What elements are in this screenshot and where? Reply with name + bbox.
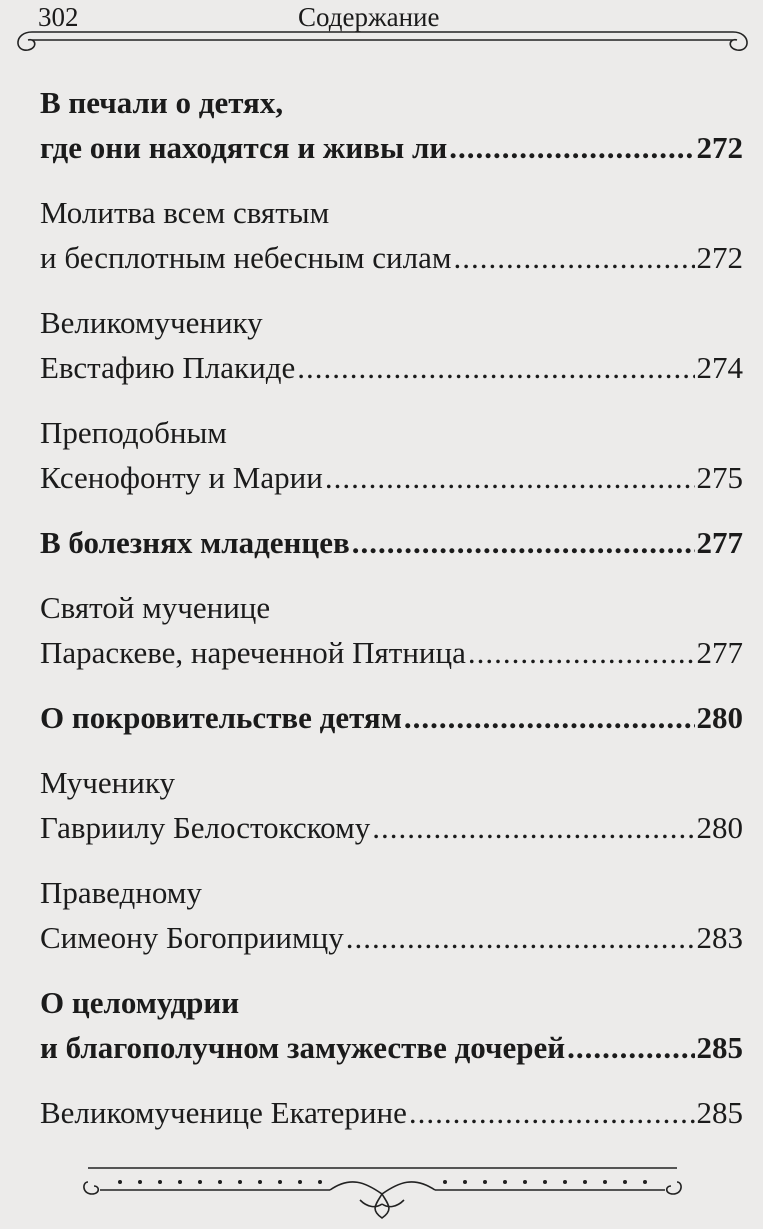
- toc-entry-line: [40, 695, 743, 740]
- toc-entry-title: В болезнях младенцев: [40, 525, 350, 560]
- entry-gap: [40, 1070, 743, 1090]
- toc-entry-title: В печали о детях,: [40, 85, 284, 120]
- dot-leader: [372, 805, 694, 850]
- page-number: 302: [38, 2, 79, 32]
- toc-entry-line: [40, 805, 743, 850]
- toc-page-number: 274: [696, 350, 743, 385]
- dot-leader: [352, 520, 695, 565]
- dot-leader: [567, 1025, 694, 1070]
- toc-entry-line: [40, 300, 743, 345]
- toc-entry-line: [40, 915, 743, 960]
- toc-entry-title: Преподобным: [40, 415, 227, 450]
- toc-entry-title: Гавриилу Белостокскому: [40, 810, 371, 845]
- toc-entry: [40, 870, 743, 960]
- toc-entry: [40, 1090, 743, 1135]
- toc-entry: [40, 585, 743, 675]
- toc-entry-title: Евстафию Плакиде: [40, 350, 296, 385]
- toc-entry-line: [40, 1025, 743, 1070]
- entry-gap: [40, 565, 743, 585]
- toc-entry-line: [40, 760, 743, 805]
- toc-entry-line: [40, 520, 743, 565]
- toc-entry-line: [40, 455, 743, 500]
- toc-entry-line: [40, 345, 743, 390]
- toc-section-heading: [40, 80, 743, 170]
- toc-section-heading: [40, 695, 743, 740]
- toc-entry-title: О покровительстве детям: [40, 700, 402, 735]
- toc-entry-line: [40, 410, 743, 455]
- entry-gap: [40, 500, 743, 520]
- toc-entry-title: и бесплотным небесным силам: [40, 240, 452, 275]
- toc-entry: [40, 760, 743, 850]
- toc-entry-title: Праведному: [40, 875, 202, 910]
- toc-entry-line: [40, 870, 743, 915]
- toc-page-number: 277: [696, 635, 743, 670]
- toc-entry: [40, 410, 743, 500]
- toc-section-heading: [40, 980, 743, 1070]
- dot-leader: [468, 630, 695, 675]
- toc-page-number: 285: [696, 1095, 743, 1130]
- toc-page-number: 272: [696, 130, 743, 165]
- dot-leader: [325, 455, 695, 500]
- dot-leader: [297, 345, 694, 390]
- toc-entry-title: и благополучном замужестве дочерей: [40, 1030, 566, 1065]
- toc-entry-title: Молитва всем святым: [40, 195, 330, 230]
- toc-entry-line: [40, 630, 743, 675]
- toc-entry-title: Ксенофонту и Марии: [40, 460, 323, 495]
- toc-page-number: 277: [696, 525, 743, 560]
- toc-page-number: 283: [696, 920, 743, 955]
- toc-section-heading: [40, 520, 743, 565]
- entry-gap: [40, 850, 743, 870]
- scroll-rule-ornament: [10, 24, 755, 54]
- toc-entry: [40, 190, 743, 280]
- toc-entry-title: Мученику: [40, 765, 175, 800]
- toc-entry-line: [40, 190, 743, 235]
- toc-entry-line: [40, 585, 743, 630]
- toc-entry-title: Святой мученице: [40, 590, 271, 625]
- toc-entry-line: [40, 980, 743, 1025]
- toc-entry-title: где они находятся и живы ли: [40, 130, 448, 165]
- toc-entry-title: О целомудрии: [40, 985, 240, 1020]
- dot-leader: [404, 695, 695, 740]
- toc-entry: [40, 300, 743, 390]
- toc-entry-line: [40, 125, 743, 170]
- toc-entry-title: Великомученику: [40, 305, 263, 340]
- floral-divider-ornament: [80, 1160, 685, 1222]
- dot-leader: [409, 1090, 695, 1135]
- entry-gap: [40, 675, 743, 695]
- toc-page-number: 275: [696, 460, 743, 495]
- dot-leader: [346, 915, 695, 960]
- toc-entry-title: Симеону Богоприимцу: [40, 920, 344, 955]
- toc-page-number: 285: [696, 1030, 743, 1065]
- entry-gap: [40, 390, 743, 410]
- toc-page-number: 280: [696, 810, 743, 845]
- entry-gap: [40, 170, 743, 190]
- table-of-contents: [40, 80, 743, 1135]
- dot-leader: [453, 235, 694, 280]
- entry-gap: [40, 280, 743, 300]
- dot-leader: [449, 125, 694, 170]
- toc-entry-line: [40, 1090, 743, 1135]
- toc-entry-line: [40, 80, 743, 125]
- toc-entry-line: [40, 235, 743, 280]
- entry-gap: [40, 740, 743, 760]
- running-head-title: Содержание: [298, 2, 440, 32]
- entry-gap: [40, 960, 743, 980]
- toc-entry-title: Параскеве, нареченной Пятница: [40, 635, 466, 670]
- toc-entry-title: Великомученице Екатерине: [40, 1095, 407, 1130]
- toc-page-number: 272: [696, 240, 743, 275]
- toc-page-number: 280: [696, 700, 743, 735]
